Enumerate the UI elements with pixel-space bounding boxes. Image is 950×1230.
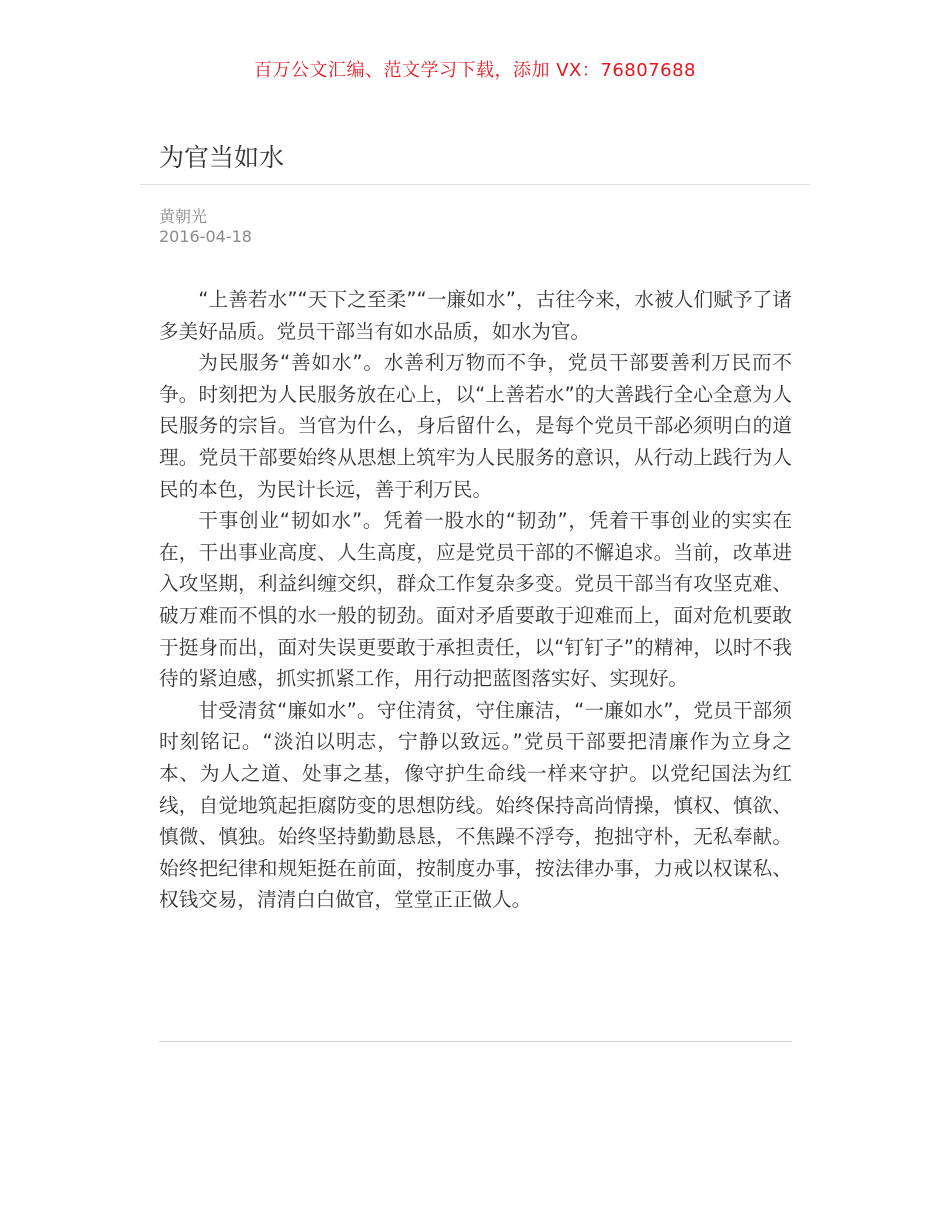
article-paragraph: “上善若水”“天下之至柔”“一廉如水”，古往今来，水被人们赋予了诸多美好品质。党员干部当有如水品质，如水为官。: [159, 288, 792, 343]
article-title: 为官当如水: [159, 143, 285, 172]
article-paragraph: 干事创业“韧如水”。凭着一股水的“韧劲”，凭着干事创业的实实在在，干出事业高度、人生高度，应是党员干部的不懈追求。当前，改革进入攻坚期，利益纠缠交织，群众工作复杂多变。党员干部当有攻坚克难、破万难而不惧的水一般的韧劲。面对矛盾要敢于迎难而上，面对危机要敢于挺身而出，面对失误更要敢于承担责任，以“钉钉子”的精神，以时不我待的紧迫感，抓实抓紧工作，用行动把蓝图落实好、实现好。: [159, 509, 792, 691]
footer-divider: [159, 1041, 792, 1042]
article-author: 黄朝光: [159, 207, 208, 226]
title-divider: [140, 184, 810, 185]
article-paragraph: 甘受清贫“廉如水”。守住清贫，守住廉洁，“一廉如水”，党员干部须时刻铭记。“淡泊以明志，宁静以致远。”党员干部要把清廉作为立身之本、为人之道、处事之基，像守护生命线一样来守护。以党纪国法为红线，自觉地筑起拒腐防变的思想防线。始终保持高尚情操，慎权、慎欲、慎微、慎独。始终坚持勤勤恳恳，不焦躁不浮夸，抱拙守朴，无私奉献。始终把纪律和规矩挺在前面，按制度办事，按法律办事，力戒以权谋私、权钱交易，清清白白做官，堂堂正正做人。: [159, 698, 792, 912]
download-banner: 百万公文汇编、范文学习下载，添加 VX：76807688: [254, 60, 696, 81]
article-paragraph: 为民服务“善如水”。水善利万物而不争，党员干部要善利万民而不争。时刻把为人民服务放在心上，以“上善若水”的大善践行全心全意为人民服务的宗旨。当官为什么，身后留什么，是每个党员干部必须明白的道理。党员干部要始终从思想上筑牢为人民服务的意识，从行动上践行为人民的本色，为民计长远，善于利万民。: [159, 351, 792, 501]
article-body: [159, 284, 792, 916]
article-date: 2016-04-18: [159, 227, 252, 246]
